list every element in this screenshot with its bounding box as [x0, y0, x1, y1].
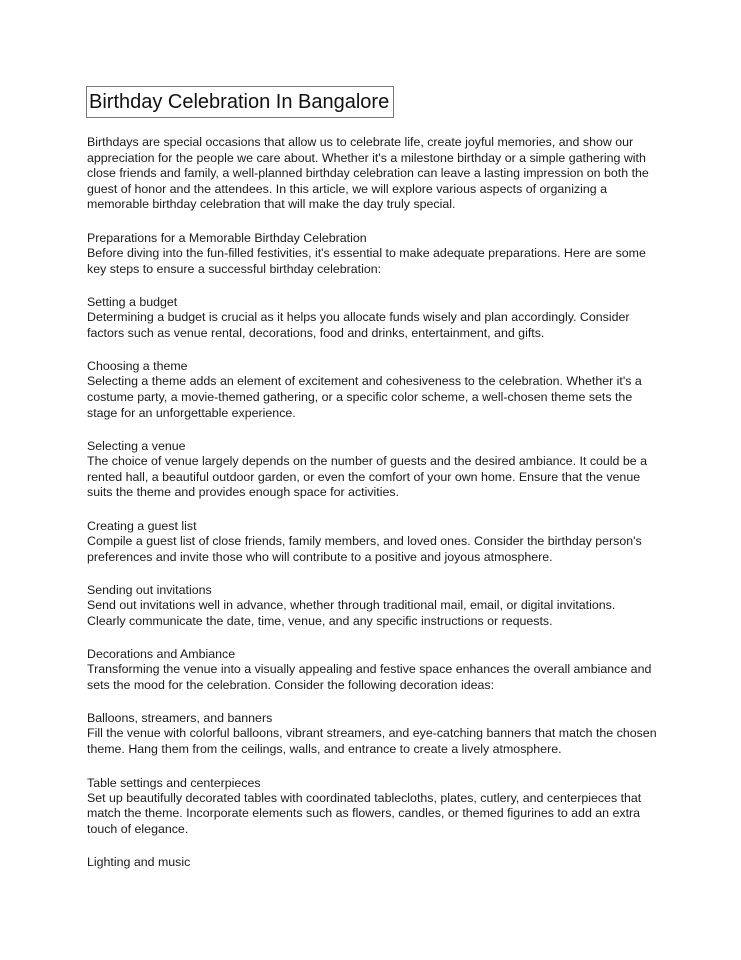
section-body: Compile a guest list of close friends, family members, and loved ones. Consider the birthday person's preferences and invite those who will contribute to a positive and joyous atmosphere. [87, 533, 642, 564]
section-budget [87, 294, 657, 341]
section-heading: Choosing a theme [87, 359, 188, 374]
section-venue [87, 438, 657, 501]
section-heading: Decorations and Ambiance [87, 647, 236, 662]
section-heading: Sending out invitations [87, 583, 212, 598]
page-title: Birthday Celebration In Bangalore [86, 86, 394, 118]
section-body: Transforming the venue into a visually appealing and festive space enhances the overall ambiance and sets the mood for the celebration. Consider the following decoration ideas: [87, 662, 652, 692]
section-preparations [87, 230, 657, 277]
section-table-settings [87, 775, 657, 838]
section-heading: Lighting and music [87, 855, 191, 870]
section-lighting [87, 854, 657, 870]
section-body: Fill the venue with colorful balloons, vibrant streamers, and eye-catching banners that match the chosen theme. Hang them from the ceilings, walls, and entrance to create a lively atmosphere. [87, 726, 657, 757]
section-guest-list [87, 518, 657, 565]
section-invitations [87, 582, 657, 629]
section-heading: Setting a budget [87, 295, 178, 310]
section-body: Before diving into the fun-filled festivities, it's essential to make adequate preparations. Here are some key steps to ensure a successful birthday celebration: [87, 245, 646, 276]
section-body: Selecting a theme adds an element of excitement and cohesiveness to the celebration. Whether it's a costume party, a movie-themed gathering, or a specific color scheme, a well-chosen theme sets the stage for an unforgettable experience. [87, 374, 642, 420]
section-balloons [87, 710, 657, 757]
section-body: The choice of venue largely depends on the number of guests and the desired ambiance. It could be a rented hall, a beautiful outdoor garden, or even the comfort of your own home. Ensure that the venue suits the theme and provides enough space for activities. [87, 454, 648, 500]
section-heading: Table settings and centerpieces [87, 775, 261, 790]
intro-paragraph: Birthdays are special occasions that allow us to celebrate life, create joyful memories, and show our appreciation for the people we care about. Whether it's a milestone birthday or a simple gathering with close friends and family, a well-planned birthday celebration can leave a lasting impression on both the guest of honor and the attendees. In this article, we will explore various aspects of organizing a memorable birthday celebration that will make the day truly special. [87, 135, 649, 212]
section-heading: Preparations for a Memorable Birthday Celebration [87, 230, 367, 245]
section-body: Set up beautifully decorated tables with coordinated tablecloths, plates, cutlery, and centerpieces that match the theme. Incorporate elements such as flowers, candles, or themed figurines to add an extra touch of elegance. [87, 790, 642, 836]
section-heading: Creating a guest list [87, 518, 197, 533]
section-body: Send out invitations well in advance, whether through traditional mail, email, or digital invitations. Clearly communicate the date, time, venue, and any specific instructions or requests. [87, 598, 616, 628]
section-heading: Selecting a venue [87, 439, 186, 454]
document-page [87, 86, 657, 870]
section-decorations [87, 646, 657, 693]
section-theme [87, 358, 657, 421]
section-heading: Balloons, streamers, and banners [87, 711, 273, 726]
section-body: Determining a budget is crucial as it helps you allocate funds wisely and plan accordingly. Consider factors such as venue rental, decorations, food and drinks, entertainment, and gifts. [87, 310, 630, 340]
